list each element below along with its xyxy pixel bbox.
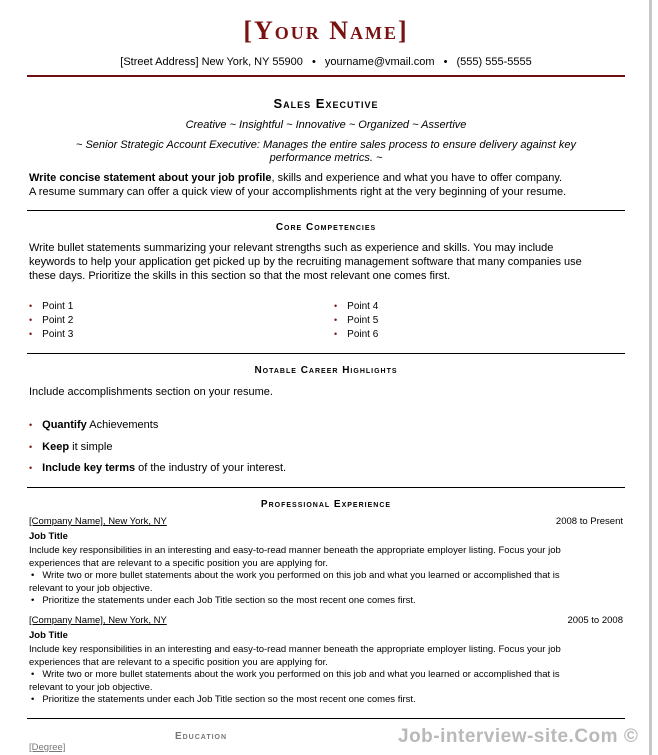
job-dates: 2005 to 2008 [567, 615, 623, 626]
summary-line-2: A resume summary can offer a quick view of your accomplishments right at the very beginning of your resume. [29, 186, 567, 198]
competency-point [334, 301, 378, 312]
job-dates: 2008 to Present [555, 516, 623, 527]
traits-line: Creative ~ Insightful ~ Innovative ~ Organized ~ Assertive [185, 119, 467, 131]
competency-point-label: Point 3 [42, 329, 74, 340]
separator-dot: • [311, 56, 316, 68]
highlight-rest: Achievements [86, 419, 159, 431]
bullet-icon: • [29, 315, 33, 325]
header-divider [27, 75, 625, 77]
degree: [Degree] [29, 742, 66, 753]
contact-line [0, 56, 652, 68]
job-bullet-text: Prioritize the statements under each Job Title section so the most recent one comes first. [42, 694, 416, 705]
company-name: [Company Name], New York, NY [29, 516, 167, 527]
job-desc-line: Include key responsibilities in an interesting and easy-to-read manner beneath the appropriate employer listing. Focus your job [29, 545, 561, 556]
job-desc-line: Include key responsibilities in an interesting and easy-to-read manner beneath the appropriate employer listing. Focus your job [29, 644, 561, 655]
job-bullet [29, 570, 624, 583]
section-divider [27, 487, 625, 488]
job-title: Job Title [29, 531, 68, 542]
job-bullet-cont: relevant to your job objective. [29, 681, 153, 693]
site-watermark: Job-interview-site.Com © [398, 726, 639, 747]
highlight-item [29, 462, 286, 474]
section-divider [27, 718, 625, 719]
competencies-line-1: Write bullet statements summarizing your relevant strengths such as experience and skills. You may include [29, 242, 554, 254]
phone-number: (555) 555-5555 [456, 56, 532, 68]
section-divider [27, 210, 625, 211]
tagline-line-1: ~ Senior Strategic Account Executive: Manages the entire sales process to ensure delivery against key [75, 139, 577, 151]
highlight-bold: Quantify [42, 419, 87, 431]
competency-point-label: Point 2 [42, 315, 74, 326]
resume-name: [Your Name] [243, 16, 409, 45]
competencies-line-3: these days. Prioritize the skills in this section so that the most relevant one comes first. [29, 270, 451, 282]
competency-point [29, 301, 73, 312]
competency-point [29, 329, 73, 340]
bullet-icon: • [334, 329, 338, 339]
experience-heading: Professional Experience [260, 499, 392, 510]
competencies-paragraph [29, 241, 624, 283]
job-bullet [29, 694, 624, 707]
bullet-icon: • [29, 463, 33, 473]
competency-point [334, 315, 378, 326]
street-address: [Street Address] New York, NY 55900 [120, 56, 303, 68]
bullet-icon: • [29, 329, 33, 339]
competency-point [29, 315, 73, 326]
job-bullet-text: Write two or more bullet statements about the work you performed on this job and what you learned or accomplished that is [42, 570, 560, 581]
company-name: [Company Name], New York, NY [29, 615, 167, 626]
highlights-intro: Include accomplishments section on your resume. [29, 386, 273, 398]
bullet-icon: • [29, 301, 33, 311]
job-description [29, 545, 624, 608]
summary-line-1 [29, 171, 624, 185]
job-headline: Sales Executive [273, 96, 379, 111]
job-bullet-text: Write two or more bullet statements about the work you performed on this job and what you learned or accomplished that is [42, 669, 560, 680]
bullet-icon: • [334, 315, 338, 325]
tagline-line-2: performance metrics. ~ [269, 152, 383, 164]
competency-point-label: Point 1 [42, 301, 74, 312]
bullet-icon: • [29, 420, 33, 430]
summary-paragraph [29, 171, 624, 199]
competency-point-label: Point 5 [347, 315, 379, 326]
highlight-item [29, 441, 112, 453]
competency-point-label: Point 4 [347, 301, 379, 312]
competencies-line-2: keywords to help your application get picked up by the recruiting management software that many companies use [29, 256, 582, 268]
job-desc-line: experiences that are relevant to a specific position you are applying for. [29, 557, 328, 569]
job-description [29, 644, 624, 707]
job-title: Job Title [29, 630, 68, 641]
separator-dot: • [443, 56, 448, 68]
bullet-icon: • [29, 442, 33, 452]
job-bullet-cont: relevant to your job objective. [29, 582, 153, 594]
summary-bold: Write concise statement about your job profile [29, 172, 272, 184]
job-bullet [29, 669, 624, 682]
highlight-bold: Include key terms [42, 462, 136, 474]
job-bullet [29, 595, 624, 608]
bullet-icon: • [31, 669, 35, 680]
competency-point-label: Point 6 [347, 329, 379, 340]
bullet-icon: • [31, 570, 35, 581]
education-heading: Education [174, 731, 228, 742]
email-address: yourname@vmail.com [324, 56, 435, 68]
job-desc-line: experiences that are relevant to a specific position you are applying for. [29, 656, 328, 668]
section-divider [27, 353, 625, 354]
competencies-heading: Core Competencies [275, 222, 377, 233]
highlight-item [29, 419, 158, 431]
job-bullet-text: Prioritize the statements under each Job Title section so the most recent one comes first. [42, 595, 416, 606]
bullet-icon: • [31, 595, 35, 606]
highlights-heading: Notable Career Highlights [254, 365, 398, 376]
highlight-bold: Keep [42, 441, 70, 453]
summary-rest: , skills and experience and what you have to offer company. [271, 172, 563, 184]
highlight-rest: it simple [69, 441, 113, 453]
bullet-icon: • [334, 301, 338, 311]
bullet-icon: • [31, 694, 35, 705]
competency-point [334, 329, 378, 340]
highlight-rest: of the industry of your interest. [135, 462, 287, 474]
